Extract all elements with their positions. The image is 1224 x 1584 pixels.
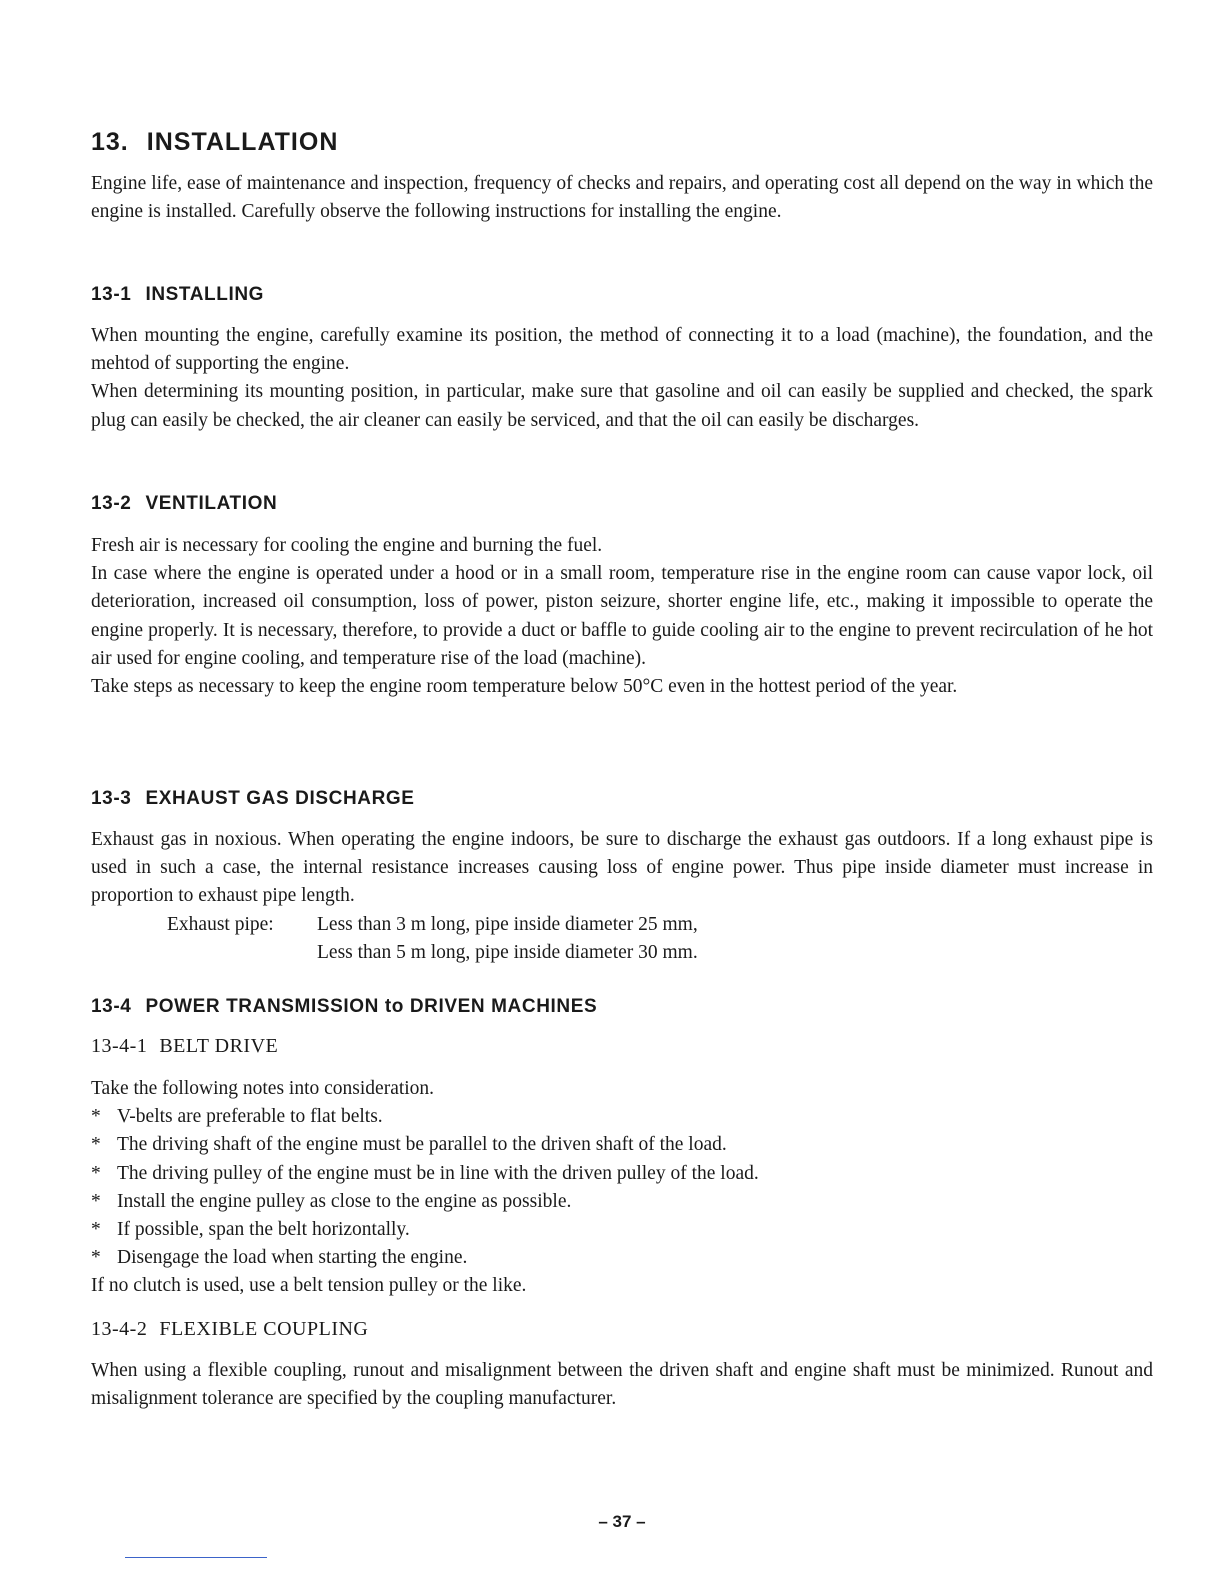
bullet-mark: * <box>91 1134 101 1156</box>
exhaust-spec-row <box>91 939 1153 967</box>
paragraph: Take the following notes into consideration. <box>91 1078 435 1099</box>
section-title: INSTALLING <box>145 284 265 305</box>
section-heading-exhaust <box>91 788 415 810</box>
paragraph: In case where the engine is operated under a hood or in a small room, temperature rise in the engine room can cause vapor lock, oil deterioration, increased oil consumption, loss of power, piston seizure, shorter engine life, etc., making it impossible to operate the engine properly. It is necessary, therefore, to provide a duct or baffle to guide cooling air to the engine to prevent recirculation of he hot air used for engine cooling, and temperature rise of the load (machine). <box>91 563 1153 669</box>
section-body-ventilation <box>91 532 1153 701</box>
subsection-title: BELT DRIVE <box>159 1035 279 1057</box>
section-number: 13-2 <box>91 493 132 514</box>
paragraph: Exhaust gas in noxious. When operating the engine indoors, be sure to discharge the exhaust gas outdoors. If a long exhaust pipe is used in such a case, the internal resistance increases causing loss of engine power. Thus pipe inside diameter must increase in proportion to exhaust pipe length. <box>91 829 1153 907</box>
chapter-title-text: INSTALLATION <box>146 128 339 156</box>
bullet-mark: * <box>91 1247 101 1269</box>
subsection-number: 13-4-1 <box>91 1035 148 1057</box>
section-number: 13-4 <box>91 996 132 1017</box>
section-number: 13-1 <box>91 284 132 305</box>
paragraph: When using a flexible coupling, runout and misalignment between the driven shaft and engine shaft must be minimized. Runout and misalignment tolerance are specified by the coupling manufacturer. <box>91 1360 1153 1410</box>
paragraph: If no clutch is used, use a belt tension pulley or the like. <box>91 1275 527 1297</box>
list-item: * If possible, span the belt horizontally. <box>91 1216 1153 1244</box>
section-body-installing <box>91 322 1153 435</box>
paragraph: Take steps as necessary to keep the engine room temperature below 50°C even in the hottest period of the year. <box>91 676 958 698</box>
edge-rule <box>125 1557 267 1558</box>
list-item: * The driving shaft of the engine must be parallel to the driven shaft of the load. <box>91 1131 1153 1159</box>
intro-paragraph: Engine life, ease of maintenance and inspection, frequency of checks and repairs, and operating cost all depend on the way in which the engine is installed. Carefully observe the following instructions for installing the engine. <box>91 173 1153 223</box>
bullet-mark: * <box>91 1190 101 1212</box>
subsection-number: 13-4-2 <box>91 1318 148 1340</box>
belt-notes-list <box>91 1103 1153 1272</box>
paragraph: When mounting the engine, carefully examine its position, the method of connecting it to a load (machine), the foundation, and the mehtod of supporting the engine. <box>91 325 1153 375</box>
subsection-title: FLEXIBLE COUPLING <box>159 1318 369 1340</box>
subsection-heading-belt-drive <box>91 1035 278 1058</box>
subsection-body-belt-drive <box>91 1075 1153 1301</box>
list-item: * The driving pulley of the engine must be in line with the driven pulley of the load. <box>91 1160 1153 1188</box>
bullet-mark: * <box>91 1219 101 1241</box>
subsection-heading-flexible-coupling <box>91 1318 368 1341</box>
bullet-mark: * <box>91 1106 101 1128</box>
section-heading-installing <box>91 284 264 306</box>
page-number: – 37 – <box>598 1512 646 1531</box>
section-body-exhaust <box>91 826 1153 967</box>
chapter-number: 13. <box>91 128 129 156</box>
list-item: * Disengage the load when starting the engine. <box>91 1244 1153 1272</box>
section-heading-power-transmission <box>91 996 597 1018</box>
exhaust-spec-value: Less than 3 m long, pipe inside diameter 25 mm, <box>317 913 698 935</box>
exhaust-spec-value: Less than 5 m long, pipe inside diameter 30 mm. <box>317 941 698 963</box>
paragraph: When determining its mounting position, in particular, make sure that gasoline and oil can easily be supplied and checked, the spark plug can easily be checked, the air cleaner can easily be serviced, and that the oil can easily be discharges. <box>91 381 1153 431</box>
section-title: POWER TRANSMISSION to DRIVEN MACHINES <box>145 996 598 1017</box>
list-item: * V-belts are preferable to flat belts. <box>91 1103 1153 1131</box>
exhaust-spec-label: Exhaust pipe: <box>167 913 274 935</box>
section-number: 13-3 <box>91 788 132 809</box>
paragraph: Fresh air is necessary for cooling the engine and burning the fuel. <box>91 535 603 556</box>
section-title: EXHAUST GAS DISCHARGE <box>145 788 415 809</box>
list-item: * Install the engine pulley as close to the engine as possible. <box>91 1188 1153 1216</box>
chapter-title <box>91 128 338 157</box>
bullet-mark: * <box>91 1162 101 1184</box>
exhaust-spec-row <box>91 911 1153 939</box>
section-heading-ventilation <box>91 493 277 515</box>
section-title: VENTILATION <box>145 493 278 514</box>
